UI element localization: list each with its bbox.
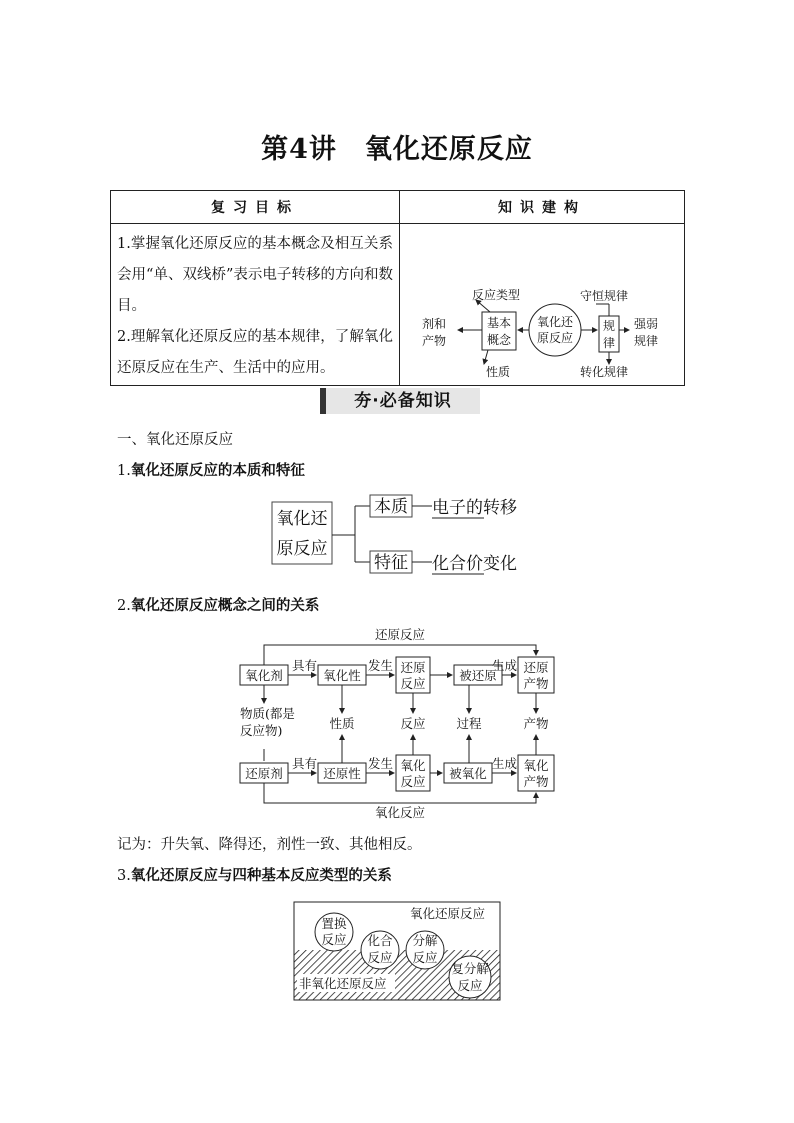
oxidant-text: 氧化剂 (245, 668, 283, 683)
non-redox-label: 非氧化还原反应 (299, 976, 387, 991)
reduction-product-1: 还原 (523, 660, 549, 675)
header-review-goals: 复习目标 (111, 191, 400, 224)
feature-text: 化合价变化 (432, 554, 517, 574)
knowledge-map-diagram (400, 224, 687, 380)
combination-1: 化合 (367, 933, 393, 948)
bottom-has: 具有 (292, 756, 318, 771)
item2-number: 2. (117, 598, 131, 614)
item3-heading (117, 864, 392, 885)
root-text-2: 原反应 (276, 539, 328, 559)
reaction-type-diagram (292, 900, 504, 1004)
map-conversion: 转化规律 (580, 365, 629, 379)
item3-title: 氧化还原反应与四种基本反应类型的关系 (130, 867, 392, 884)
reaction-label: 反应 (400, 716, 426, 731)
essence-text: 电子的转移 (432, 498, 517, 518)
map-strength-1: 强弱 (634, 317, 659, 331)
top-occur: 发生 (368, 658, 394, 673)
reducing-text: 还原性 (323, 766, 361, 781)
reduction-rxn-1: 还原 (400, 660, 426, 675)
top-bracket-label: 还原反应 (374, 627, 426, 642)
feature-label: 特征 (374, 553, 408, 573)
essence-feature-diagram (260, 490, 560, 580)
map-basic-1: 基本 (486, 316, 512, 330)
substance-label-1: 物质(都是 (240, 706, 295, 721)
section-banner: 夯·必备知识 (320, 388, 480, 414)
substance-label-2: 反应物) (240, 723, 283, 738)
oxidation-product-2: 产物 (523, 774, 549, 789)
essence-label: 本质 (374, 497, 408, 517)
decomposition-1: 分解 (412, 933, 438, 948)
decomposition-2: 反应 (412, 950, 438, 965)
double-decomp-2: 反应 (457, 978, 483, 993)
item1-title: 氧化还原反应的本质和特征 (130, 462, 305, 479)
reduction-product-2: 产物 (523, 676, 549, 691)
displacement-2: 反应 (321, 932, 347, 947)
reductant-text: 还原剂 (245, 766, 283, 781)
oxidation-rxn-1: 氧化 (400, 758, 426, 773)
map-center-1: 氧化还 (536, 315, 574, 329)
review-table (110, 190, 685, 386)
top-has: 具有 (292, 658, 318, 673)
goal-2: 2.理解氧化还原反应的基本规律，了解氧化还原反应在生产、生活中的应用。 (117, 329, 393, 376)
center-circle (529, 304, 581, 356)
oxidized-text: 被氧化 (449, 766, 487, 781)
map-conservation: 守恒规律 (580, 289, 629, 303)
map-law-1: 规 (602, 319, 616, 333)
oxidizing-text: 氧化性 (323, 668, 361, 683)
map-strength-2: 规律 (634, 334, 659, 348)
reduction-rxn-2: 反应 (400, 676, 426, 691)
map-property: 性质 (486, 365, 511, 379)
section-heading: 一、氧化还原反应 (117, 432, 233, 448)
product-label: 产物 (523, 716, 549, 731)
knowledge-map-cell (400, 224, 685, 386)
map-agent-product-1: 剂和 (422, 317, 447, 331)
bottom-bracket-label: 氧化反应 (374, 805, 426, 820)
map-law-2: 律 (602, 336, 616, 350)
goal-1: 1.掌握氧化还原反应的基本概念及相互关系 会用“单、双线桥”表示电子转移的方向和数目。 (117, 236, 408, 314)
concept-relation-diagram (230, 625, 570, 825)
map-agent-product-2: 产物 (422, 334, 447, 348)
bottom-occur: 发生 (368, 756, 394, 771)
mnemonic: 记为：升失氧、降得还，剂性一致、其他相反。 (117, 837, 422, 853)
reduced-text: 被还原 (459, 668, 497, 683)
redox-label: 氧化还原反应 (410, 906, 486, 921)
item1-heading (117, 459, 305, 480)
map-reaction-type: 反应类型 (472, 288, 521, 302)
map-center-2: 原反应 (536, 331, 574, 345)
process-label: 过程 (456, 716, 482, 731)
bottom-produce: 生成 (492, 756, 518, 771)
map-basic-2: 概念 (486, 333, 512, 347)
goals-cell (111, 224, 408, 386)
displacement-1: 置换 (321, 916, 347, 931)
double-decomp-1: 复分解 (451, 961, 489, 976)
item2-title: 氧化还原反应概念之间的关系 (130, 597, 320, 614)
item3-number: 3. (117, 868, 131, 884)
root-text-1: 氧化还 (276, 509, 328, 529)
item1-number: 1. (117, 463, 131, 479)
page-title: 第4讲 氧化还原反应 (261, 134, 533, 165)
combination-2: 反应 (367, 950, 393, 965)
oxidation-rxn-2: 反应 (400, 774, 426, 789)
item2-heading (117, 594, 319, 615)
oxidation-product-1: 氧化 (523, 758, 549, 773)
top-produce: 生成 (492, 658, 518, 673)
property-label: 性质 (329, 716, 355, 731)
header-knowledge-map: 知识建构 (400, 191, 685, 224)
